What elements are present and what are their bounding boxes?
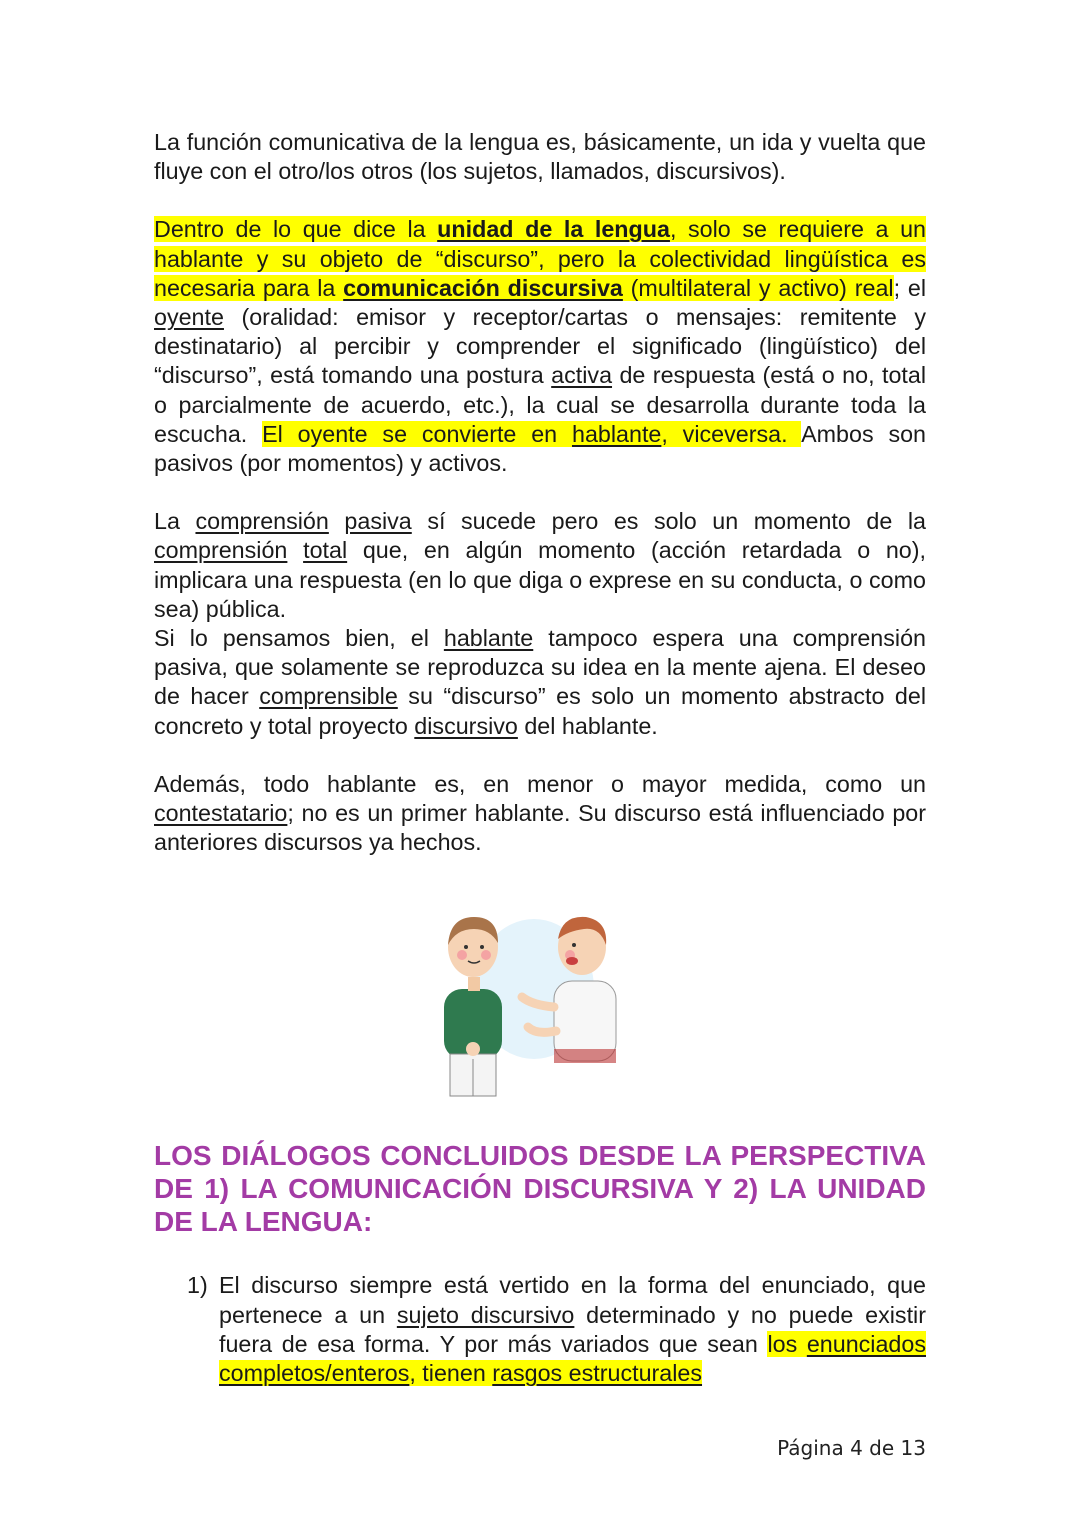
term-activa: activa bbox=[551, 362, 613, 389]
term-hablante: hablante bbox=[443, 625, 534, 652]
term-sujeto-discursivo: sujeto discursivo bbox=[396, 1301, 575, 1328]
term-total: total bbox=[303, 537, 348, 564]
numbered-list bbox=[154, 1271, 926, 1388]
list-number: 1) bbox=[187, 1272, 208, 1299]
term-hablante: hablante bbox=[571, 420, 662, 447]
section-heading: LOS DIÁLOGOS CONCLUIDOS DESDE LA PERSPECTIVA DE 1) LA COMUNICACIÓN DISCURSIVA Y 2) LA UNIDAD DE LA LENGUA: bbox=[154, 1140, 926, 1238]
term-contestatario: contestatario bbox=[154, 800, 288, 827]
paragraph-2: Dentro de lo que dice la unidad de la lengua, solo se requiere a un hablante y su objeto de “discurso”, pero la colectividad lingüística es necesaria para la comunicación discursiva (multilateral y activo) real; el oyente (oralidad: emisor y receptor/cartas o mensajes: remitente y destinatario) al percibir y comprender el significado (lingüístico) del “discurso”, está tomando una postura activa de respuesta (está o no, total o parcialmente de acuerdo, etc.), la cual se desarrolla durante toda la escucha. El oyente se convierte en hablante, viceversa. Ambos son pasivos (por momentos) y activos. bbox=[154, 216, 927, 477]
highlight: El oyente se convierte en hablante, viceversa. bbox=[262, 420, 802, 447]
term-pasiva: pasiva bbox=[344, 508, 412, 535]
term-discursivo: discursivo bbox=[414, 712, 518, 739]
term-comprensible: comprensible bbox=[259, 683, 398, 710]
list-item: 1) El discurso siempre está vertido en la forma del enunciado, que pertenece a un sujeto discursivo determinado y no puede existir fuera de esa forma. Y por más variados que sean los enunciados completos/enteros, tienen rasgos estructurales bbox=[187, 1272, 926, 1387]
two-people-talking-illustration bbox=[424, 909, 644, 1099]
highlight: Dentro de lo que dice la unidad de la lengua, solo se requiere a un hablante y su objeto de “discurso”, pero la colectividad lingüística es necesaria para la comunicación discursiva (multilateral y activo) real bbox=[154, 216, 926, 301]
illustration-svg bbox=[424, 909, 644, 1099]
term-comprension: comprensión bbox=[154, 537, 288, 564]
term-oyente: oyente bbox=[154, 304, 224, 331]
paragraph-4: Si lo pensamos bien, el hablante tampoco espera una comprensión pasiva, que solamente se reproduzca su idea en la mente ajena. El deseo de hacer comprensible su “discurso” es solo un momento abstracto del concreto y total proyecto discursivo del hablante. bbox=[154, 625, 927, 739]
paragraph-5: Además, todo hablante es, en menor o mayor medida, como un contestatario; no es un primer hablante. Su discurso está influenciado por anteriores discursos ya hechos. bbox=[154, 770, 926, 856]
page-number: Página 4 de 13 bbox=[777, 1436, 926, 1460]
highlight: los enunciados completos/enteros, tienen rasgos estructurales bbox=[219, 1330, 926, 1387]
paragraph-1: La función comunicativa de la lengua es, básicamente, un ida y vuelta que fluye con el otro/los otros (los sujetos, llamados, discursivos). bbox=[154, 129, 926, 185]
page-body bbox=[154, 128, 926, 1388]
paragraph-3: La comprensión pasiva sí sucede pero es solo un momento de la comprensión total que, en algún momento (acción retardada o no), implicara una respuesta (en lo que diga o exprese en su conducta, o como sea) pública. bbox=[154, 508, 926, 622]
term-unidad-de-la-lengua: unidad de la lengua bbox=[437, 216, 670, 243]
term-enunciados-completos: enunciados completos/enteros bbox=[219, 1330, 926, 1387]
term-comunicacion-discursiva: comunicación discursiva bbox=[343, 274, 623, 301]
term-comprension: comprensión bbox=[195, 508, 329, 535]
term-rasgos-estructurales: rasgos estructurales bbox=[492, 1360, 703, 1387]
